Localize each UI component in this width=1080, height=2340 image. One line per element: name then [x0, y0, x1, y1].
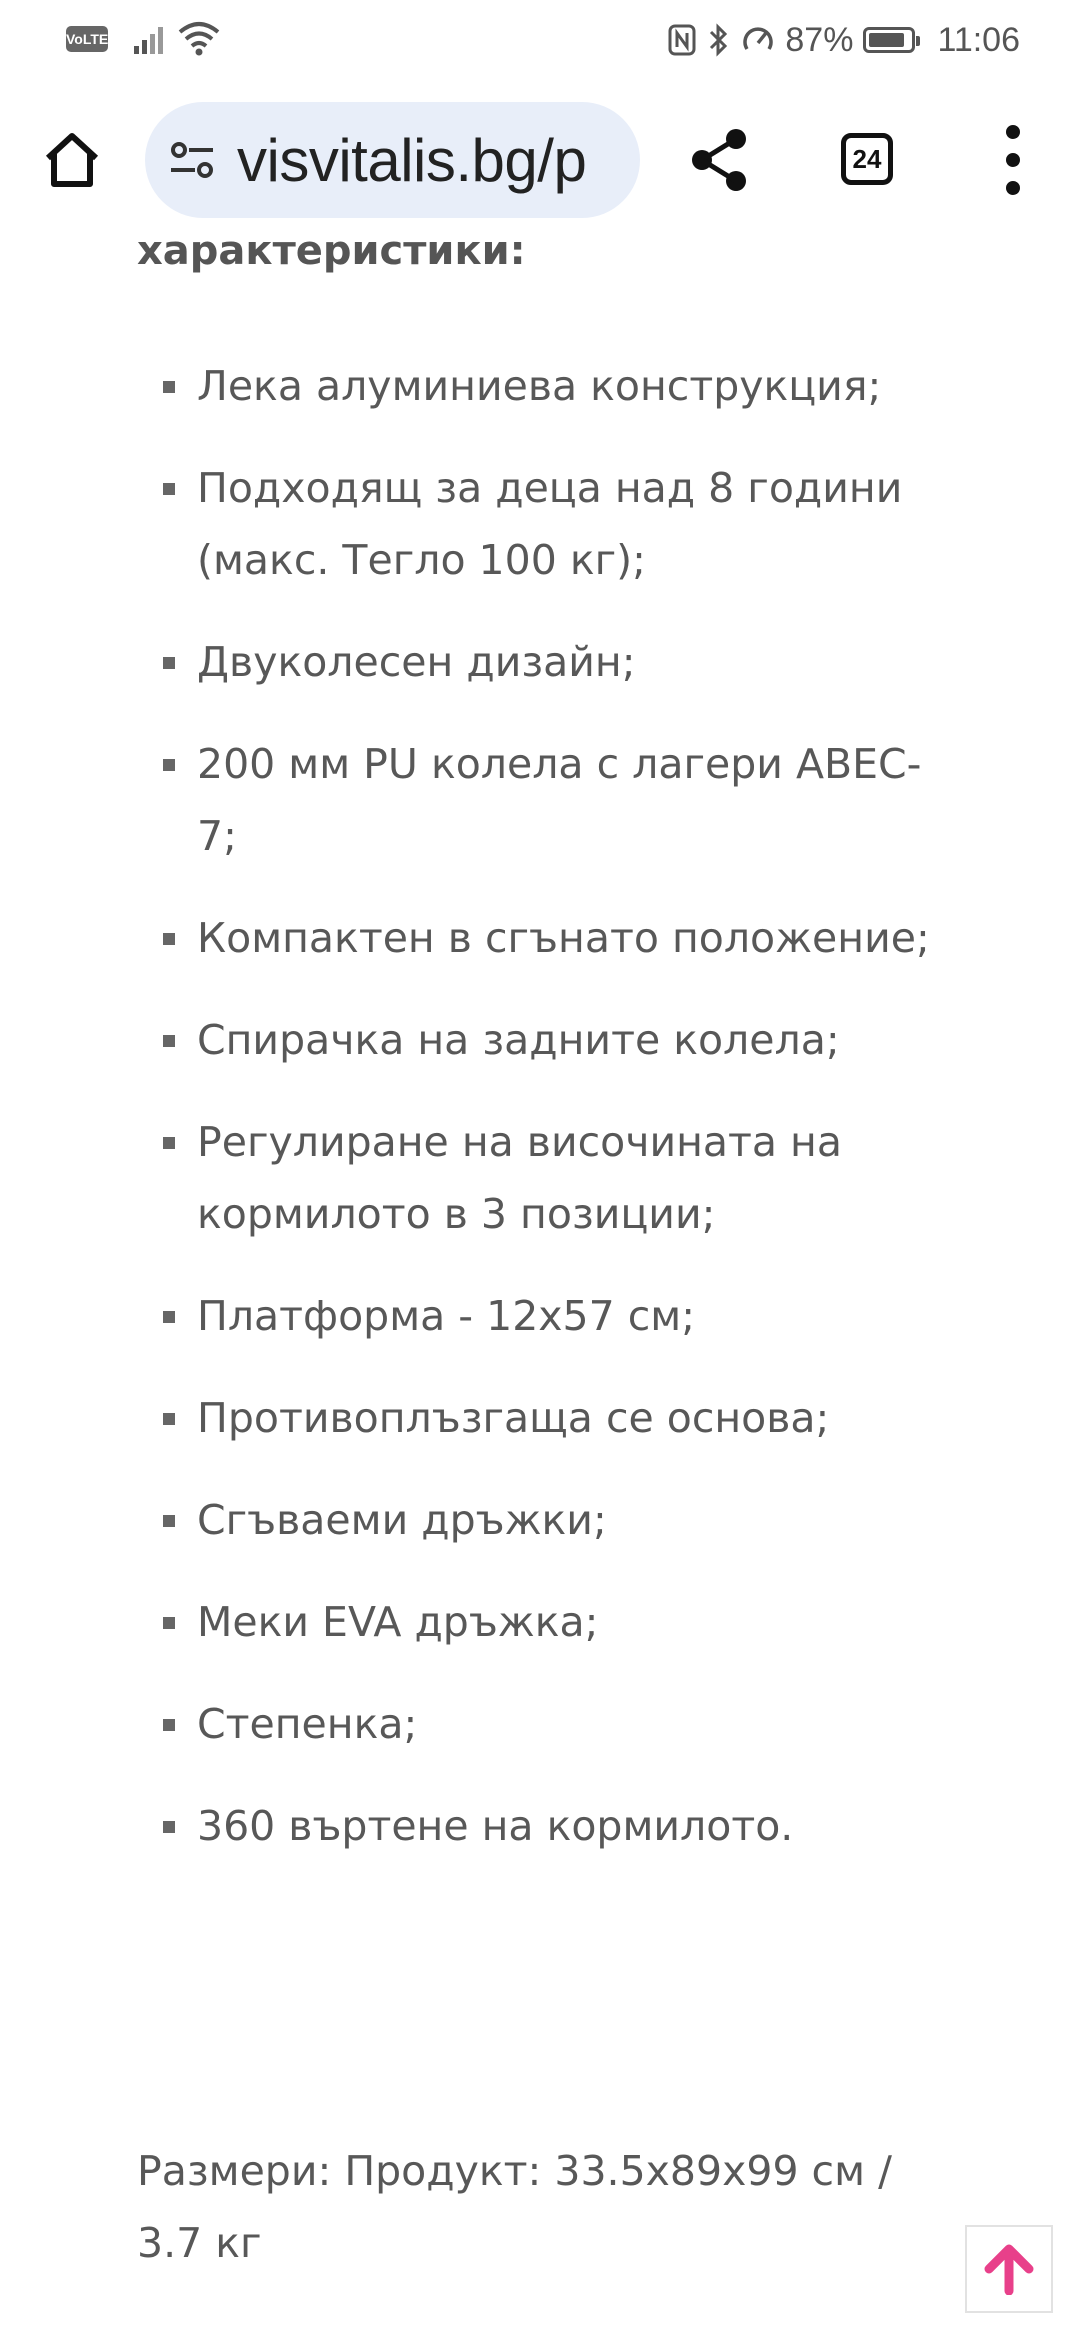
list-item-text: Степенка; — [197, 1700, 418, 1748]
list-item-text: Платформа - 12х57 см; — [197, 1292, 696, 1340]
list-item — [137, 728, 957, 872]
list-item-text: 200 мм PU колела с лагери ABEC-7; — [197, 740, 922, 860]
tabs-icon[interactable]: 24 — [841, 133, 893, 185]
volte-badge: VoLTE — [66, 26, 108, 52]
scroll-to-top-button[interactable] — [965, 2225, 1053, 2313]
clock: 11:06 — [937, 20, 1020, 59]
section-heading: характеристики: — [137, 228, 526, 274]
more-vert-icon[interactable] — [1000, 125, 1026, 195]
bullet-icon — [163, 1137, 175, 1149]
bullet-icon — [163, 657, 175, 669]
list-item — [137, 1688, 957, 1760]
bullet-icon — [163, 1413, 175, 1425]
list-item-text: 360 въртене на кормилото. — [197, 1802, 794, 1850]
list-item-text: Сгъваеми дръжки; — [197, 1496, 607, 1544]
list-item-text: Двуколесен дизайн; — [197, 638, 636, 686]
list-item-text: Меки EVA дръжка; — [197, 1598, 599, 1646]
bullet-icon — [163, 381, 175, 393]
bullet-icon — [163, 933, 175, 945]
bullet-icon — [163, 1617, 175, 1629]
list-item — [137, 1790, 957, 1862]
nfc-icon — [667, 23, 697, 57]
list-item — [137, 1004, 957, 1076]
bullet-icon — [163, 1035, 175, 1047]
list-item-text: Лека алуминиева конструкция; — [197, 362, 882, 410]
battery-fill — [869, 33, 904, 47]
bullet-icon — [163, 759, 175, 771]
arrow-up-icon — [983, 2243, 1035, 2295]
url-bar[interactable] — [145, 102, 640, 218]
list-item — [137, 902, 957, 974]
list-item — [137, 1382, 957, 1454]
list-item-text: Спирачка на задните колела; — [197, 1016, 840, 1064]
share-icon[interactable] — [688, 127, 750, 193]
bullet-icon — [163, 1515, 175, 1527]
list-item — [137, 1106, 957, 1250]
product-dimensions: Размери: Продукт: 33.5х89х99 см / 3.7 кг — [137, 2147, 892, 2267]
list-item-text: Подходящ за деца над 8 години (макс. Тегло 100 кг); — [197, 464, 903, 584]
battery-icon — [863, 27, 915, 53]
browser-toolbar — [0, 95, 1080, 225]
list-item — [137, 1484, 957, 1556]
bullet-icon — [163, 1821, 175, 1833]
bullet-icon — [163, 483, 175, 495]
bluetooth-icon — [707, 22, 731, 58]
list-item — [137, 626, 957, 698]
bullet-icon — [163, 1719, 175, 1731]
battery-percent: 87% — [785, 20, 854, 59]
list-item-text: Компактен в сгънато положение; — [197, 914, 930, 962]
list-item — [137, 452, 957, 596]
list-item-text: Противоплъзгаща се основа; — [197, 1394, 830, 1442]
home-icon[interactable] — [40, 128, 104, 192]
url-text[interactable]: visvitalis.bg/p — [237, 127, 587, 194]
list-item-text: Регулиране на височината на кормилото в 3 позиции; — [197, 1118, 842, 1238]
status-bar — [0, 0, 1080, 80]
bullet-icon — [163, 1311, 175, 1323]
site-settings-icon[interactable] — [169, 140, 215, 180]
wifi-icon — [176, 18, 222, 58]
data-saver-icon — [741, 23, 775, 57]
list-item — [137, 1586, 957, 1658]
feature-list — [137, 350, 957, 1892]
list-item — [137, 1280, 957, 1352]
list-item — [137, 350, 957, 422]
status-right-group — [667, 18, 1020, 62]
signal-icon — [132, 22, 168, 54]
